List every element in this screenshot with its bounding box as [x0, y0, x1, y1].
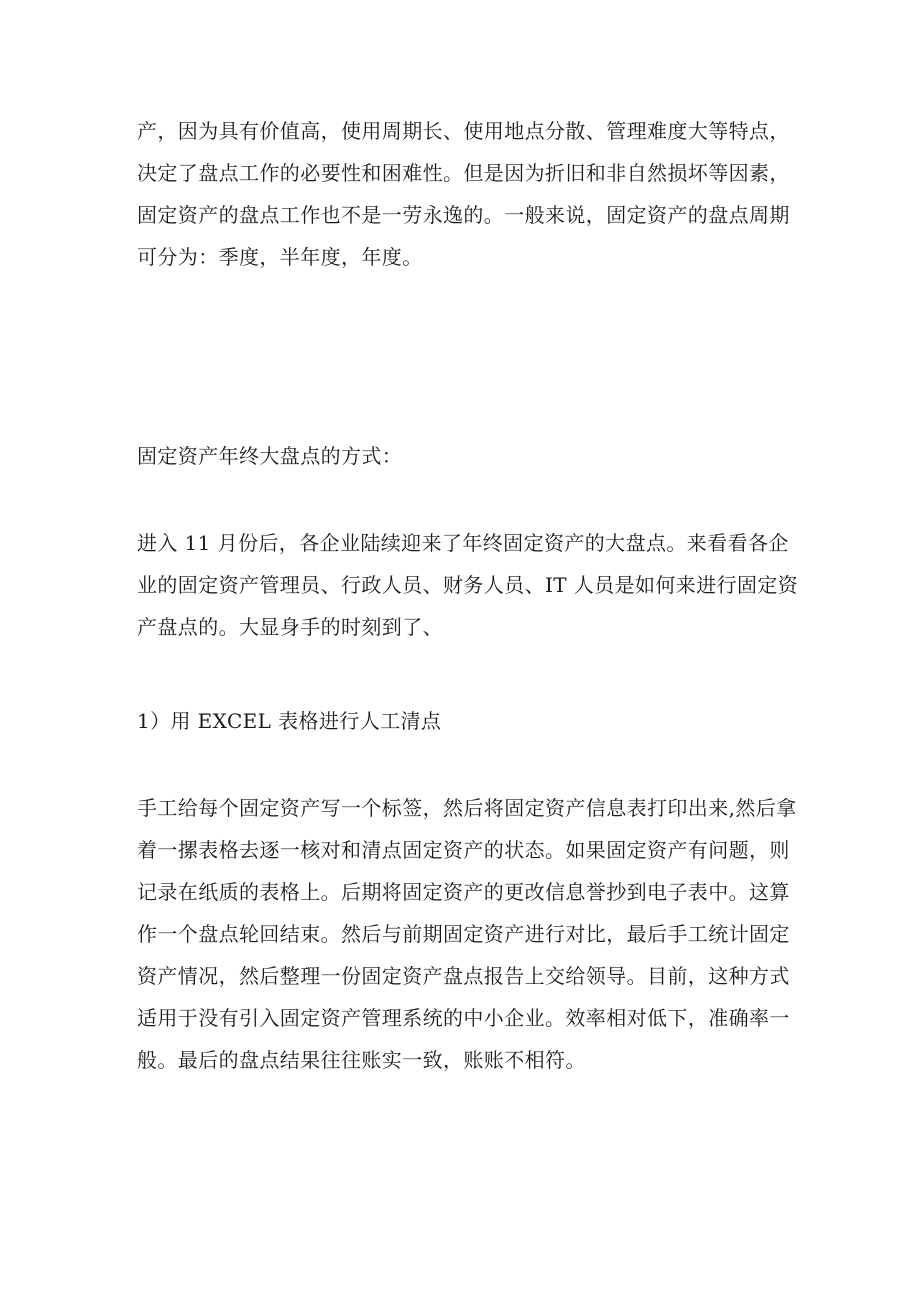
- text-line: 作一个盘点轮回结束。然后与前期固定资产进行对比，最后手工统计固定: [137, 922, 790, 946]
- method-heading: [137, 700, 441, 742]
- section-heading: [137, 435, 402, 477]
- paragraph-manual-count: [137, 787, 797, 1081]
- paragraph-year-end: [137, 522, 798, 648]
- document-page: [137, 110, 805, 1072]
- paragraph-intro: [137, 110, 805, 278]
- text-line: 资产情况，然后整理一份固定资产盘点报告上交给领导。目前，这种方式: [137, 964, 790, 988]
- text-line: 固定资产的盘点工作也不是一劳永逸的。一般来说，固定资产的盘点周期: [137, 203, 790, 227]
- text-line: 产盘点的。大显身手的时刻到了、: [137, 615, 443, 639]
- text-line: 着一摞表格去逐一核对和清点固定资产的状态。如果固定资产有问题，则: [137, 838, 790, 862]
- text-line: 业的固定资产管理员、行政人员、财务人员、IT 人员是如何来进行固定资: [137, 573, 799, 597]
- text-line: 般。最后的盘点结果往往账实一致，账账不相符。: [137, 1048, 586, 1072]
- heading-text: 1）用 EXCEL 表格进行人工清点: [137, 709, 442, 733]
- text-line: 适用于没有引入固定资产管理系统的中小企业。效率相对低下，准确率一: [137, 1006, 790, 1030]
- text-line: 手工给每个固定资产写一个标签，然后将固定资产信息表打印出来,然后拿: [137, 796, 797, 820]
- text-line: 可分为：季度，半年度，年度。: [137, 245, 423, 269]
- text-line: 决定了盘点工作的必要性和困难性。但是因为折旧和非自然损坏等因素，: [137, 161, 790, 185]
- text-line: 产，因为具有价值高，使用周期长、使用地点分散、管理难度大等特点，: [137, 119, 790, 143]
- text-line: 记录在纸质的表格上。后期将固定资产的更改信息誉抄到电子表中。这算: [137, 880, 790, 904]
- text-line: 进入 11 月份后，各企业陆续迎来了年终固定资产的大盘点。来看看各企: [137, 531, 789, 555]
- heading-text: 固定资产年终大盘点的方式：: [137, 444, 403, 468]
